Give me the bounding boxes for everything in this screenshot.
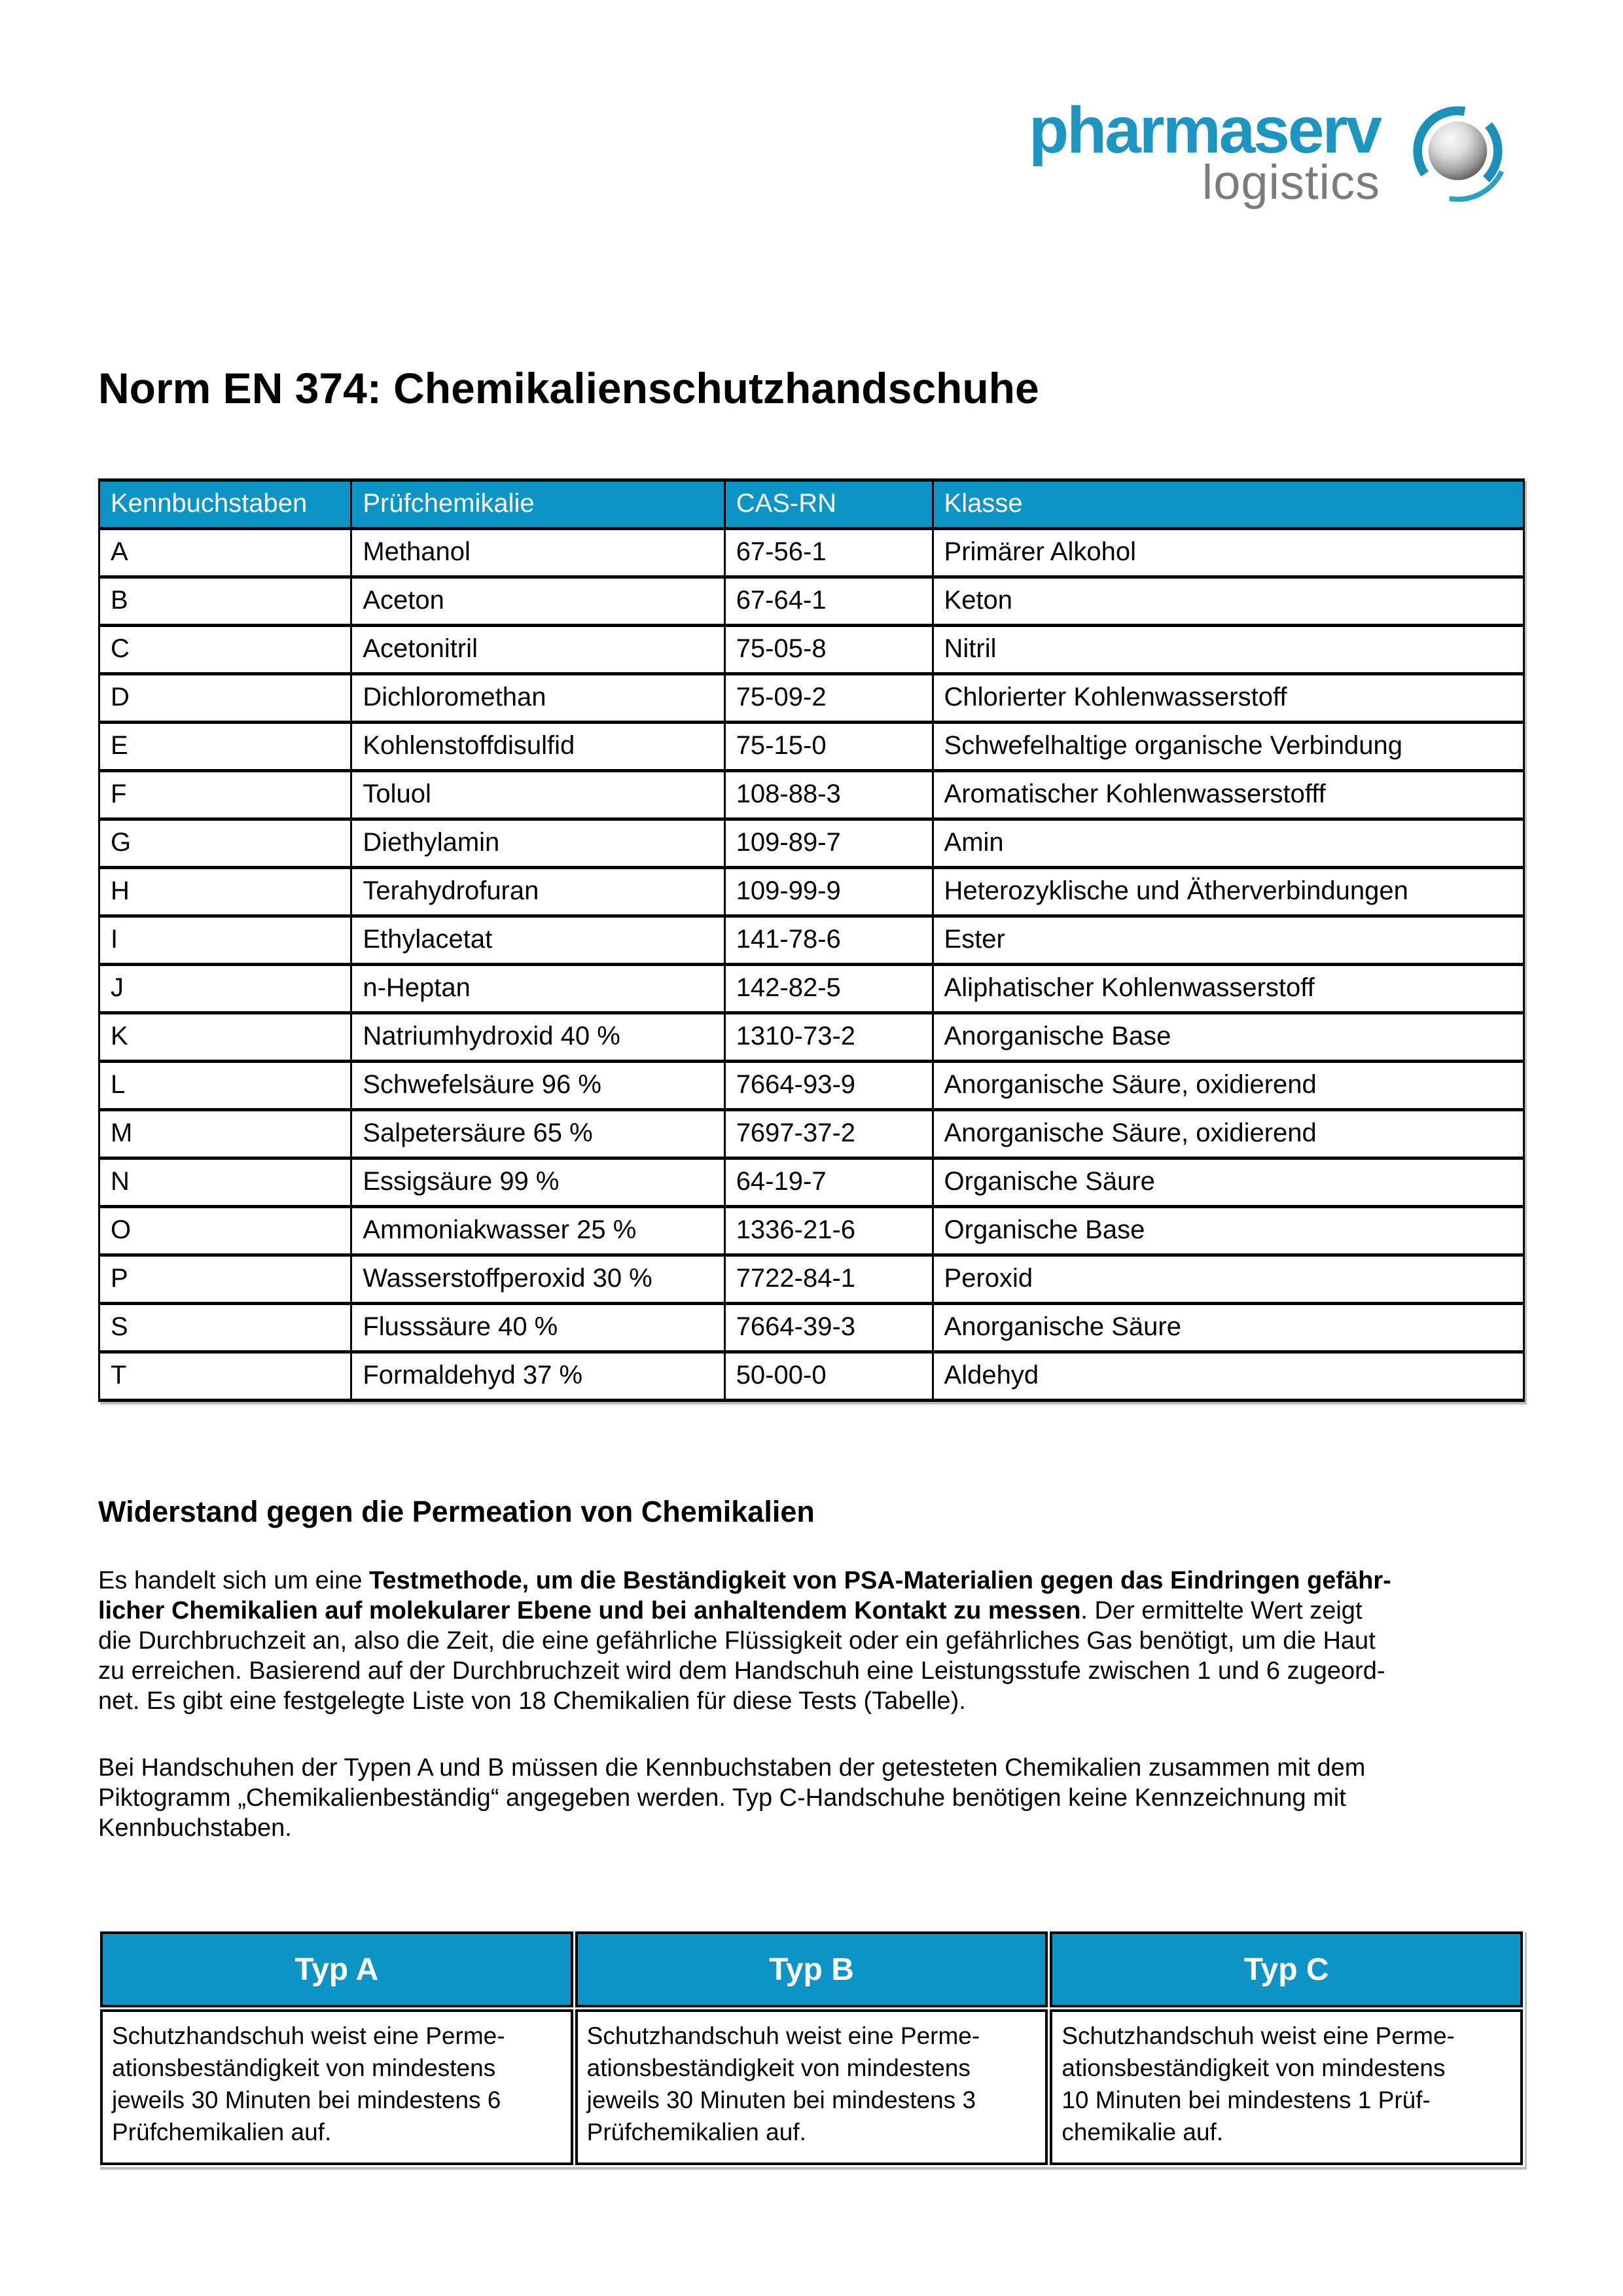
glove-type-description [100, 2009, 573, 2165]
cell-klasse: Nitril [933, 626, 1524, 674]
cell-pruefchemikalie: Flusssäure 40 % [351, 1304, 724, 1352]
cell-klasse: Heterozyklische und Ätherverbindungen [933, 868, 1524, 916]
body-text: Bei Handschuhen der Typen A und B müssen die Kennbuchstaben der getesteten Chemikalien zusammen mit dem [98, 1754, 1366, 1782]
cell-cas-rn: 1336-21-6 [724, 1207, 933, 1255]
table-row [99, 529, 1524, 577]
cell-pruefchemikalie: Kohlenstoffdisulfid [351, 723, 724, 771]
cell-pruefchemikalie: Schwefelsäure 96 % [351, 1062, 724, 1110]
cell-pruefchemikalie: Diethylamin [351, 819, 724, 868]
body-text: Schutzhandschuh weist eine Perme- [112, 2022, 505, 2049]
chemicals-table-header-row [99, 480, 1524, 529]
cell-kennbuchstabe: M [99, 1110, 351, 1158]
table-row [99, 771, 1524, 819]
body-text: Schutzhandschuh weist eine Perme- [586, 2022, 980, 2049]
cell-pruefchemikalie: Toluol [351, 771, 724, 819]
cell-cas-rn: 142-82-5 [724, 965, 933, 1013]
cell-klasse: Aldehyd [933, 1352, 1524, 1401]
table-row [99, 626, 1524, 674]
cell-kennbuchstabe: I [99, 916, 351, 965]
body-text: 10 Minuten bei mindestens 1 Prüf- [1061, 2087, 1431, 2113]
cell-cas-rn: 67-64-1 [724, 577, 933, 626]
body-text: Prüfchemikalien auf. [112, 2119, 332, 2145]
cell-klasse: Anorganische Säure, oxidierend [933, 1110, 1524, 1158]
body-text: Prüfchemikalien auf. [586, 2119, 806, 2145]
cell-pruefchemikalie: Natriumhydroxid 40 % [351, 1013, 724, 1062]
glove-type-header-row [100, 1931, 1523, 2007]
table-row [99, 916, 1524, 965]
paragraph-permeation-method [98, 1566, 1525, 1716]
table-row [99, 1255, 1524, 1304]
body-text: Schutzhandschuh weist eine Perme- [1061, 2022, 1455, 2049]
cell-klasse: Aromatischer Kohlenwasserstofff [933, 771, 1524, 819]
cell-pruefchemikalie: Ethylacetat [351, 916, 724, 965]
logo-brand-text: pharmaserv [1029, 94, 1380, 167]
cell-pruefchemikalie: Ammoniakwasser 25 % [351, 1207, 724, 1255]
cell-kennbuchstabe: A [99, 529, 351, 577]
logo-wordmark [1029, 94, 1380, 209]
page-title: Norm EN 374: Chemikalienschutzhandschuhe [98, 364, 1039, 412]
body-text: jeweils 30 Minuten bei mindestens 3 [586, 2087, 976, 2113]
cell-cas-rn: 109-89-7 [724, 819, 933, 868]
glove-type-description [575, 2009, 1048, 2165]
cell-kennbuchstabe: E [99, 723, 351, 771]
cell-klasse: Anorganische Base [933, 1013, 1524, 1062]
table-row [99, 1158, 1524, 1207]
cell-kennbuchstabe: P [99, 1255, 351, 1304]
cell-pruefchemikalie: Terahydrofuran [351, 868, 724, 916]
glove-type-header: Typ C [1050, 1931, 1523, 2007]
cell-kennbuchstabe: B [99, 577, 351, 626]
cell-cas-rn: 75-05-8 [724, 626, 933, 674]
cell-klasse: Schwefelhaltige organische Verbindung [933, 723, 1524, 771]
glove-type-body-row [100, 2009, 1523, 2165]
cell-cas-rn: 141-78-6 [724, 916, 933, 965]
cell-cas-rn: 108-88-3 [724, 771, 933, 819]
body-text: ationsbeständigkeit von mindestens [112, 2054, 496, 2081]
cell-pruefchemikalie: Methanol [351, 529, 724, 577]
cell-cas-rn: 7697-37-2 [724, 1110, 933, 1158]
globe-icon [1391, 90, 1525, 211]
cell-kennbuchstabe: C [99, 626, 351, 674]
cell-cas-rn: 109-99-9 [724, 868, 933, 916]
table-row [99, 723, 1524, 771]
cell-kennbuchstabe: O [99, 1207, 351, 1255]
body-text: jeweils 30 Minuten bei mindestens 6 [112, 2087, 501, 2113]
glove-type-table [98, 1929, 1525, 2167]
cell-cas-rn: 75-09-2 [724, 674, 933, 723]
body-text: ationsbeständigkeit von mindestens [1061, 2054, 1446, 2081]
cell-kennbuchstabe: L [99, 1062, 351, 1110]
cell-klasse: Peroxid [933, 1255, 1524, 1304]
cell-klasse: Keton [933, 577, 1524, 626]
table-row [99, 1304, 1524, 1352]
body-text: Es handelt sich um eine [98, 1567, 370, 1594]
cell-cas-rn: 1310-73-2 [724, 1013, 933, 1062]
body-text: die Durchbruchzeit an, also die Zeit, die eine gefährliche Flüssigkeit oder ein gefährliches Gas benötigt, um die Haut [98, 1627, 1376, 1655]
cell-cas-rn: 50-00-0 [724, 1352, 933, 1401]
cell-kennbuchstabe: K [99, 1013, 351, 1062]
cell-klasse: Amin [933, 819, 1524, 868]
table-row [99, 965, 1524, 1013]
cell-klasse: Anorganische Säure, oxidierend [933, 1062, 1524, 1110]
table-row [99, 1110, 1524, 1158]
cell-kennbuchstabe: T [99, 1352, 351, 1401]
column-header: Kennbuchstaben [99, 480, 351, 529]
glove-type-header: Typ B [575, 1931, 1048, 2007]
table-row [99, 1013, 1524, 1062]
paragraph-marking-requirements [98, 1753, 1525, 1843]
cell-pruefchemikalie: Formaldehyd 37 % [351, 1352, 724, 1401]
body-text: net. Es gibt eine festgelegte Liste von 18 Chemikalien für diese Tests (Tabelle). [98, 1687, 966, 1715]
cell-klasse: Ester [933, 916, 1524, 965]
cell-cas-rn: 64-19-7 [724, 1158, 933, 1207]
column-header: CAS-RN [724, 480, 933, 529]
cell-pruefchemikalie: Essigsäure 99 % [351, 1158, 724, 1207]
cell-cas-rn: 75-15-0 [724, 723, 933, 771]
cell-klasse: Anorganische Säure [933, 1304, 1524, 1352]
cell-cas-rn: 7722-84-1 [724, 1255, 933, 1304]
cell-cas-rn: 7664-93-9 [724, 1062, 933, 1110]
cell-kennbuchstabe: F [99, 771, 351, 819]
cell-pruefchemikalie: Acetonitril [351, 626, 724, 674]
glove-type-header: Typ A [100, 1931, 573, 2007]
cell-kennbuchstabe: S [99, 1304, 351, 1352]
cell-klasse: Chlorierter Kohlenwasserstoff [933, 674, 1524, 723]
cell-cas-rn: 7664-39-3 [724, 1304, 933, 1352]
cell-pruefchemikalie: n-Heptan [351, 965, 724, 1013]
cell-pruefchemikalie: Aceton [351, 577, 724, 626]
cell-kennbuchstabe: N [99, 1158, 351, 1207]
table-row [99, 1207, 1524, 1255]
logo-sub-text: logistics [1202, 155, 1380, 209]
body-text: ationsbeständigkeit von mindestens [586, 2054, 971, 2081]
cell-kennbuchstabe: G [99, 819, 351, 868]
table-row [99, 819, 1524, 868]
emphasized-text: licher Chemikalien auf molekularer Ebene und bei anhaltendem Kontakt zu messen [98, 1597, 1081, 1624]
cell-klasse: Aliphatischer Kohlenwasserstoff [933, 965, 1524, 1013]
glove-type-description [1050, 2009, 1523, 2165]
table-row [99, 868, 1524, 916]
column-header: Prüfchemikalie [351, 480, 724, 529]
section-heading: Widerstand gegen die Permeation von Chemikalien [98, 1495, 815, 1528]
body-text: zu erreichen. Basierend auf der Durchbruchzeit wird dem Handschuh eine Leistungsstufe zwischen 1 und 6 zugeord- [98, 1657, 1385, 1685]
cell-pruefchemikalie: Salpetersäure 65 % [351, 1110, 724, 1158]
table-row [99, 1062, 1524, 1110]
chemicals-table [98, 478, 1525, 1402]
emphasized-text: Testmethode, um die Beständigkeit von PSA-Materialien gegen das Eindringen gefähr- [369, 1567, 1391, 1594]
cell-klasse: Organische Base [933, 1207, 1524, 1255]
cell-kennbuchstabe: J [99, 965, 351, 1013]
cell-kennbuchstabe: D [99, 674, 351, 723]
body-text: Piktogramm „Chemikalienbeständig“ angegeben werden. Typ C-Handschuhe benötigen keine Kennzeichnung mit [98, 1784, 1346, 1812]
cell-pruefchemikalie: Dichloromethan [351, 674, 724, 723]
cell-pruefchemikalie: Wasserstoffperoxid 30 % [351, 1255, 724, 1304]
body-text: chemikalie auf. [1061, 2119, 1224, 2145]
cell-kennbuchstabe: H [99, 868, 351, 916]
table-row [99, 1352, 1524, 1401]
body-text: Kennbuchstaben. [98, 1814, 292, 1842]
cell-klasse: Organische Säure [933, 1158, 1524, 1207]
body-text: . Der ermittelte Wert zeigt [1080, 1597, 1363, 1624]
table-row [99, 577, 1524, 626]
table-row [99, 674, 1524, 723]
column-header: Klasse [933, 480, 1524, 529]
cell-cas-rn: 67-56-1 [724, 529, 933, 577]
company-logo [98, 0, 1525, 223]
cell-klasse: Primärer Alkohol [933, 529, 1524, 577]
